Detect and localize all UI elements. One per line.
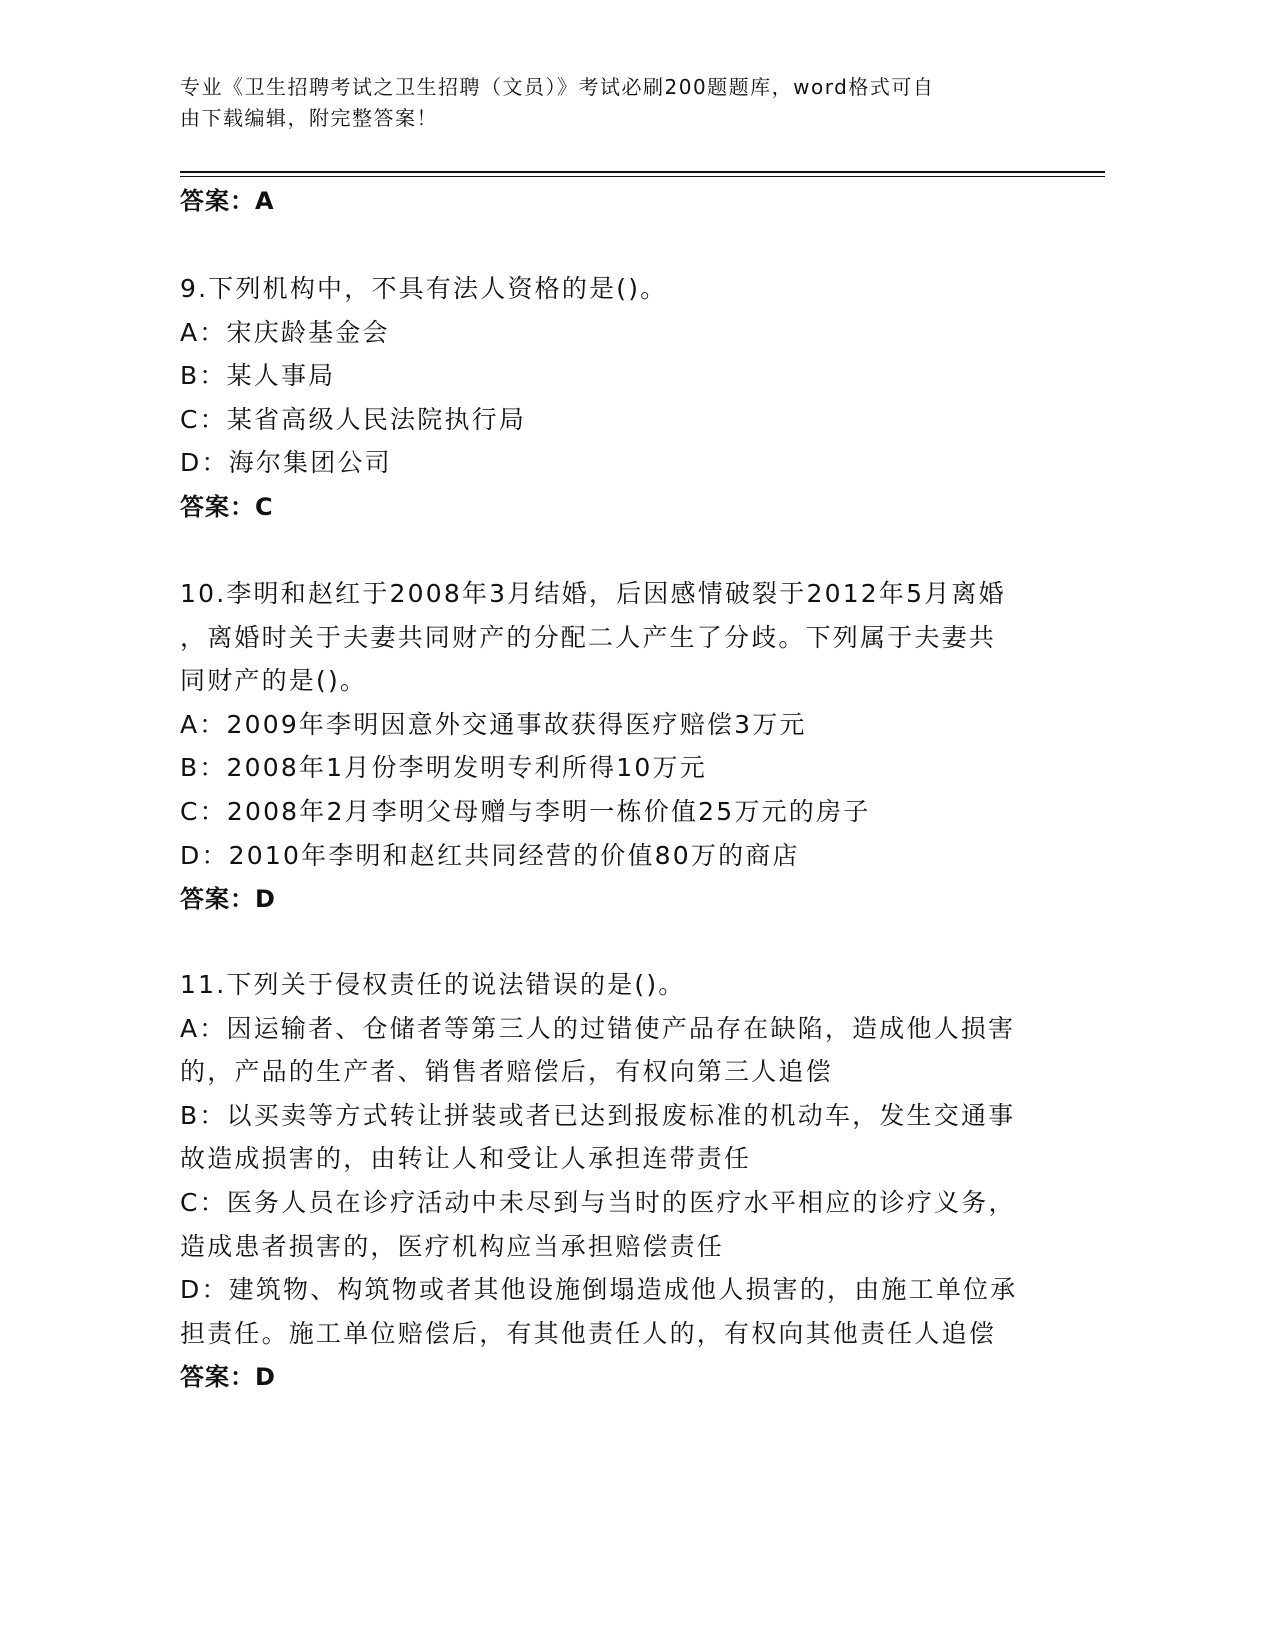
option-text: C：某省高级人民法院执行局 [180,405,527,434]
header-rule [180,176,1105,177]
option-text: 担责任。施工单位赔偿后，有其他责任人的，有权向其他责任人追偿 [180,1319,997,1348]
header-line: 专业《卫生招聘考试之卫生招聘（文员）》考试必刷200题题库，word格式可自 [180,75,935,99]
option-text: A：2009年李明因意外交通事故获得医疗赔偿3万元 [180,710,807,739]
option-text: C：2008年2月李明父母赠与李明一栋价值25万元的房子 [180,797,871,826]
question-text: 11.下列关于侵权责任的说法错误的是()。 [180,970,686,999]
option-text: 故造成损害的，由转让人和受让人承担连带责任 [180,1144,752,1173]
header-line: 由下载编辑，附完整答案！ [180,106,438,130]
question-text: 同财产的是()。 [180,666,368,695]
answer-line: 答案：D [180,1363,276,1391]
question-text: ，离婚时关于夫妻共同财产的分配二人产生了分歧。下列属于夫妻共 [180,623,997,652]
answer-line: 答案：A [180,187,275,215]
option-text: 的，产品的生产者、销售者赔偿后，有权向第三人追偿 [180,1057,833,1086]
option-text: B：某人事局 [180,361,336,390]
answer-line: 答案：D [180,885,276,913]
option-text: A：因运输者、仓储者等第三人的过错使产品存在缺陷，造成他人损害 [180,1014,1016,1043]
option-text: B：以买卖等方式转让拼装或者已达到报废标准的机动车，发生交通事 [180,1101,1016,1130]
option-text: B：2008年1月份李明发明专利所得10万元 [180,753,707,782]
option-text: 造成患者损害的，医疗机构应当承担赔偿责任 [180,1232,725,1261]
answer-line: 答案：C [180,493,274,521]
option-text: A：宋庆龄基金会 [180,318,390,347]
option-text: D：建筑物、构筑物或者其他设施倒塌造成他人损害的，由施工单位承 [180,1275,1018,1304]
option-text: D：海尔集团公司 [180,448,392,477]
header-rule [180,171,1105,173]
question-text: 10.李明和赵红于2008年3月结婚，后因感情破裂于2012年5月离婚 [180,579,1006,608]
question-text: 9.下列机构中，不具有法人资格的是()。 [180,274,668,303]
option-text: C：医务人员在诊疗活动中未尽到与当时的医疗水平相应的诊疗义务， [180,1188,1016,1217]
option-text: D：2010年李明和赵红共同经营的价值80万的商店 [180,841,800,870]
